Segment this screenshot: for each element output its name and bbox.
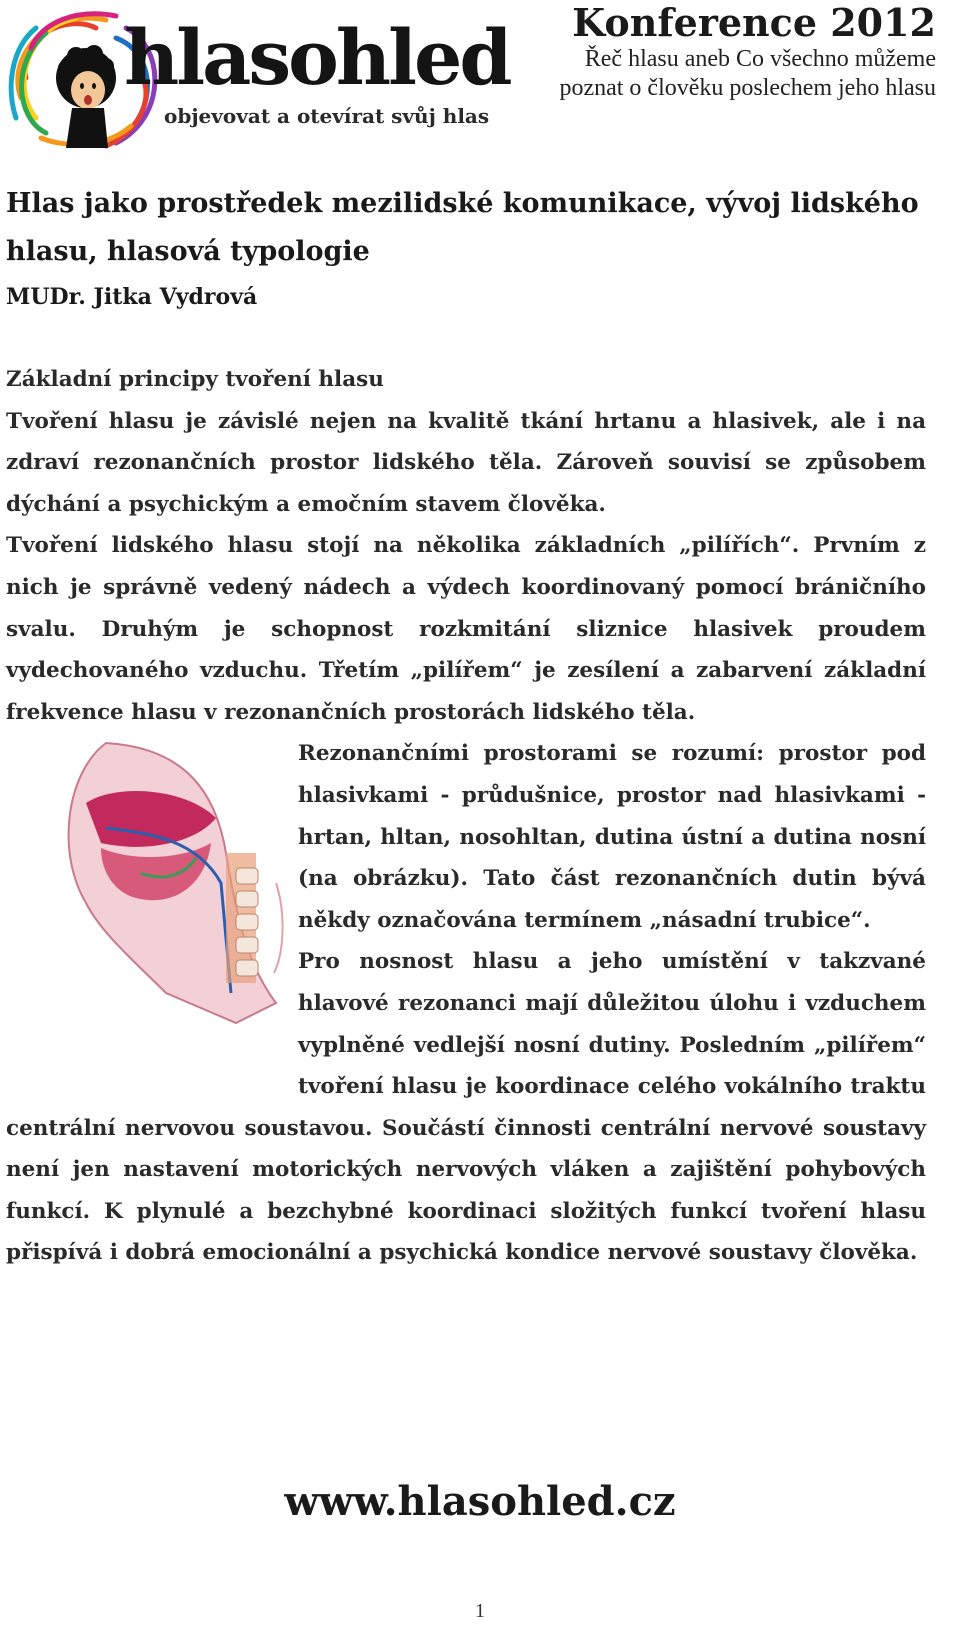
logo-wordmark: hlasohled xyxy=(124,13,510,102)
article-header xyxy=(6,180,958,318)
paragraph-1: Tvoření hlasu je závislé nejen na kvalitě tkání hrtanu a hlasivek, ale i na zdraví rezonančních prostor lidského těla. Zároveň souvisí se způsobem dýchání a psychickým a emočním stavem člověka. xyxy=(6,408,926,517)
hlasohled-logo xyxy=(6,8,510,150)
page-number: 1 xyxy=(475,1600,485,1622)
head-cross-section-icon xyxy=(46,733,286,1033)
website-url[interactable]: www.hlasohled.cz xyxy=(284,1478,676,1525)
paragraph-4: Pro nosnost hlasu a jeho umístění v takzvané hlavové rezonanci mají důležitou úlohu i vzduchem vyplněné vedlejší nosní dutiny. Posledním „pilířem“ tvoření hlasu je koordinace celého vokálního traktu centrální nervovou soustavou. Součástí činnosti centrální nervové soustavy není jen nastavení motorických nervových vláken a zajištění pohybových funkcí. K plynulé a bezchybné koordinaci složitých funkcí tvoření hlasu přispívá i dobrá emocionální a psychická kondice nervové soustavy člověka. xyxy=(6,949,926,1266)
paragraph-3: Rezonančními prostorami se rozumí: prostor pod hlasivkami - průdušnice, prostor nad hlasivkami - hrtan, hltan, nosohltan, dutina ústní a dutina nosní (na obrázku). Tato část rezonančních dutin bývá někdy označována termínem „násadní trubice“. xyxy=(298,741,926,933)
article-author: MUDr. Jitka Vydrová xyxy=(6,284,258,310)
paragraph-2: Tvoření lidského hlasu stojí na několika základních „pilířích“. Prvním z nich je správně vedený nádech a výdech koordinovaný pomocí bráničního svalu. Druhým je schopnost rozkmitání sliznice hlasivek proudem vydechovaného vzduchu. Třetím „pilířem“ je zesílení a zabarvení základní frekvence hlasu v rezonančních prostorách lidského těla. xyxy=(6,533,926,725)
article-title: Hlas jako prostředek mezilidské komunikace, vývoj lidského hlasu, hlasová typologie xyxy=(6,188,919,267)
conference-info xyxy=(516,2,936,103)
conference-subtitle: Řeč hlasu aneb Co všechno můžeme poznat o člověku poslechem jeho hlasu xyxy=(559,45,936,101)
conference-title: Konference 2012 xyxy=(572,0,936,45)
vocal-tract-illustration xyxy=(6,733,298,1073)
article-body xyxy=(6,359,926,1274)
section-heading: Základní principy tvoření hlasu xyxy=(6,367,384,392)
logo-tagline: objevovat a otevírat svůj hlas xyxy=(164,104,490,128)
